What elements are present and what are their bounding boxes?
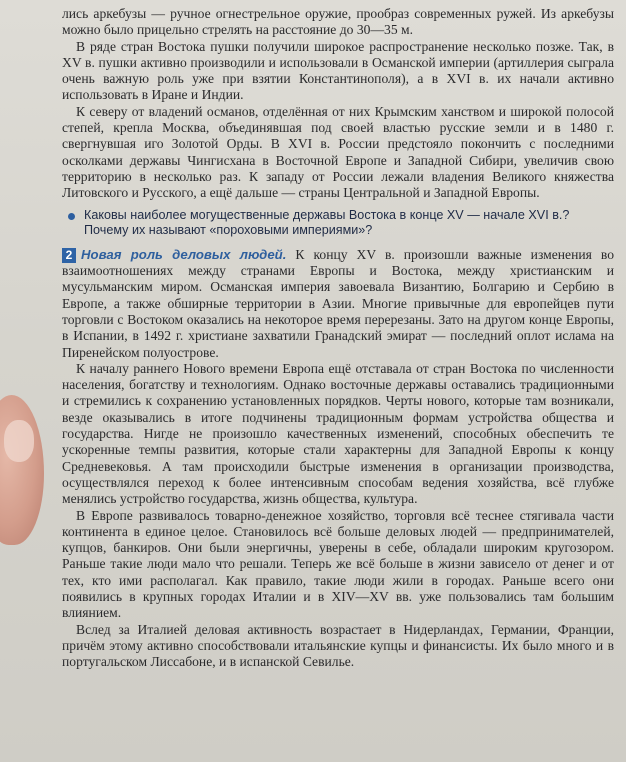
question-bullet-icon — [68, 213, 75, 220]
review-question — [62, 208, 614, 239]
section-heading-paragraph — [62, 247, 614, 361]
paragraph-moscow: К северу от владений османов, отделённая от них Крымским ханством и широкой полосой степей, крепла Москва, объединявшая под своей властью русские земли и в 1480 г. свергнувшая иго Золотой Орды. В XVI в. России предстояло покончить с последними осколками державы Чингисхана в Восточной Европе и Западной Сибири, увеличив свою территорию в несколько раз. К западу от России лежали владения Великого княжества Литовского и Русского, а ещё дальше — страны Центральной и Западной Европы. — [62, 103, 614, 201]
paragraph-arquebus: лись аркебузы — ручное огнестрельное оружие, прообраз современных ружей. Из аркебузы можно было прицельно стрелять на расстояние до 30—35 м. — [62, 6, 614, 38]
page-content — [62, 6, 614, 670]
fingernail-image — [4, 420, 34, 462]
paragraph-business-people: В Европе развивалось товарно-денежное хозяйство, торговля всё теснее стягивала части континента в единое целое. Становилось всё больше деловых людей — предпринимателей, купцов, банкиров. Они были энергичны, уверены в себе, обладали широким кругозором. Раньше такие люди мало что решали. Теперь же всё больше в жизни зависело от денег и от тех, кто ими располагал. Как правило, такие люди жили в городах. Раньше всего они появились в крупных городах Италии и в XIV—XV вв. уже пользовались там большим влиянием. — [62, 507, 614, 621]
question-text: Каковы наиболее могущественные державы Востока в конце XV — начале XVI в.? Почему их называют «пороховыми империями»? — [84, 207, 570, 238]
section-number-badge: 2 — [62, 248, 76, 263]
paragraph-italy: Вслед за Италией деловая активность возрастает в Нидерландах, Германии, Франции, причём этому активно способствовали итальянские купцы и финансисты. Их было много и в португальском Лиссабоне, и в испанской Севилье. — [62, 621, 614, 670]
section-title: Новая роль деловых людей. — [81, 246, 287, 262]
paragraph-cannons-east: В ряде стран Востока пушки получили широкое распространение несколько позже. Так, в XV в. пушки активно производили и использовали в Османской империи (артиллерия сыграла очень важную роль уже при взятии Константинополя), а в XVI в. их начали активно использовать в Иране и Индии. — [62, 38, 614, 103]
paragraph-europe-east: К началу раннего Нового времени Европа ещё отставала от стран Востока по численности населения, богатству и технологиям. Однако восточные державы оставались традиционными и стремились к сохранению установленных порядков. Черты нового, которые там возникали, везде оказывались в итоге подчинены традиционным формам устройства общества и государства. Нигде не произошло качественных изменений, способных обеспечить те ускоренные темпы развития, которые стали характерны для Западной Европы к концу Средневековья. А там происходили быстрые изменения в организации производства, осуществлялся переход к более интенсивным способам ведения хозяйства, всё глубже менялись устройство государства, жизнь общества, культура. — [62, 360, 614, 507]
section-intro-text: К концу XV в. произошли важные изменения во взаимоотношениях между странами Европы и Востока, между христианским и мусульманским миром. Османская империя завоевала Византию, Болгарию и Сербию в Европе, а также обширные территории в Азии. Многие привычные для европейцев пути торговли с Востоком оказались на некоторое время перерезаны. Зато на другом конце Европы, в Испании, в 1492 г. христиане захватили Гранадский эмират — последний оплот ислама на Пиренейском полуострове. — [62, 246, 614, 360]
finger-image — [0, 395, 44, 545]
